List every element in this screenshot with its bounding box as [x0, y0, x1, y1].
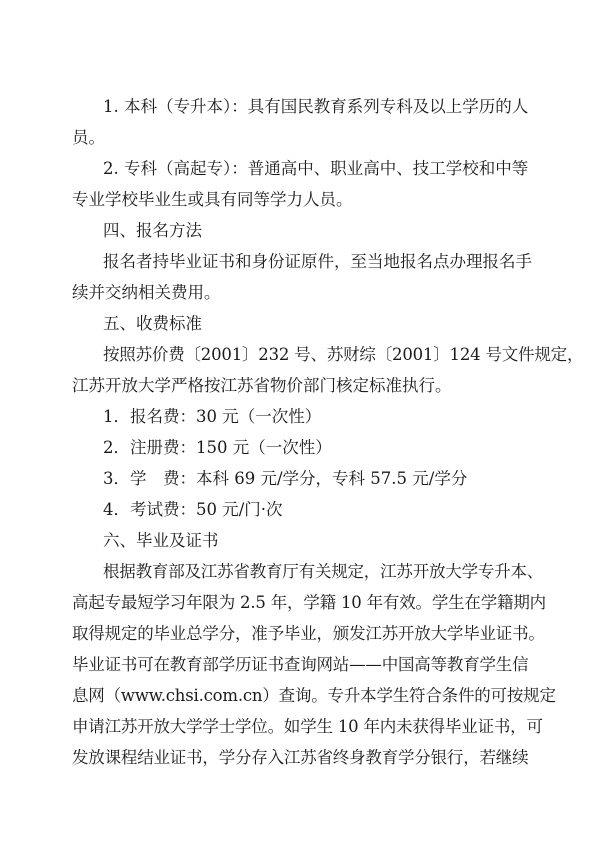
fee-item: 3．学 费：本科 69 元/学分，专科 57.5 元/学分	[103, 469, 468, 488]
section-heading: 五、收费标准	[103, 314, 202, 333]
fee-item: 2．注册费：150 元（一次性）	[103, 438, 332, 457]
paragraph-line: 发放课程结业证书，学分存入江苏省终身教育学分银行，若继续	[72, 748, 529, 767]
paragraph-line: 高起专最短学习年限为 2.5 年，学籍 10 年有效。学生在学籍期内	[72, 593, 546, 612]
paragraph-line: 毕业证书可在教育部学历证书查询网站——中国高等教育学生信	[72, 655, 529, 674]
paragraph-line: 2. 专科（高起专）：普通高中、职业高中、技工学校和中等	[103, 159, 529, 178]
paragraph-line: 续并交纳相关费用。	[72, 283, 221, 302]
paragraph-line: 申请江苏开放大学学士学位。如学生 10 年内未获得毕业证书，可	[72, 717, 543, 736]
fee-item: 4．考试费：50 元/门·次	[103, 500, 283, 519]
paragraph-line: 息网（www.chsi.com.cn）查询。专升本学生符合条件的可按规定	[72, 686, 556, 705]
paragraph-line: 1. 本科（专升本）：具有国民教育系列专科及以上学历的人	[103, 97, 529, 116]
paragraph-line: 取得规定的毕业总学分，准予毕业，颁发江苏开放大学毕业证书。	[72, 624, 545, 643]
paragraph-line: 按照苏价费〔2001〕232 号、苏财综〔2001〕124 号文件规定，	[103, 345, 584, 364]
paragraph-line: 员。	[72, 128, 105, 147]
section-heading: 四、报名方法	[103, 221, 202, 240]
paragraph-line: 江苏开放大学严格按江苏省物价部门核定标准执行。	[72, 376, 452, 395]
fee-item: 1．报名费：30 元（一次性）	[103, 407, 322, 426]
section-heading: 六、毕业及证书	[103, 531, 219, 550]
paragraph-line: 报名者持毕业证书和身份证原件，至当地报名点办理报名手	[103, 252, 532, 271]
paragraph-line: 专业学校毕业生或具有同等学力人员。	[72, 190, 353, 209]
paragraph-line: 根据教育部及江苏省教育厅有关规定，江苏开放大学专升本、	[103, 562, 544, 581]
